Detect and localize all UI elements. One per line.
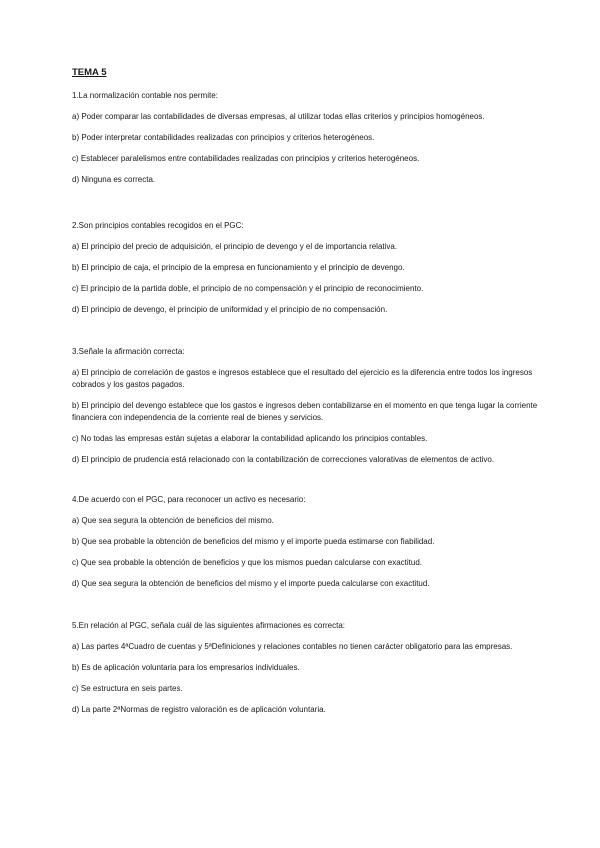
option-c: c) Se estructura en seis partes.: [72, 684, 183, 693]
option-a: a) El principio del precio de adquisición, el principio de devengo y el de importancia relativa.: [72, 242, 398, 251]
question-5: [72, 620, 542, 716]
option-b: b) El principio del devengo establece que los gastos e ingresos deben contabilizarse en el momento en que tenga lugar la corriente financiera con independencia de la corriente real de bienes y servicios.: [72, 401, 538, 422]
option-a: a) Las partes 4ªCuadro de cuentas y 5ªDefiniciones y relaciones contables no tienen carácter obligatorio para las empresas.: [72, 642, 513, 651]
question-3: [72, 346, 542, 466]
option-b: b) Es de aplicación voluntaria para los empresarios individuales.: [72, 663, 300, 672]
question-text: 5.En relación al PGC, señala cuál de las siguientes afirmaciones es correcta:: [72, 621, 346, 630]
option-a: a) Que sea segura la obtención de beneficios del mismo.: [72, 516, 274, 525]
question-text: 4.De acuerdo con el PGC, para reconocer un activo es necesario:: [72, 495, 306, 504]
option-d: d) Que sea segura la obtención de beneficios del mismo y el importe pueda calcularse con exactitud.: [72, 579, 430, 588]
question-text: 1.La normalización contable nos permite:: [72, 91, 218, 100]
option-b: b) Poder interpretar contabilidades realizadas con principios y criterios heterogéneos.: [72, 133, 375, 142]
document-page: [72, 66, 542, 726]
option-c: c) Que sea probable la obtención de beneficios y que los mismos puedan calcularse con exactitud.: [72, 558, 422, 567]
question-text: 2.Son principios contables recogidos en el PGC:: [72, 221, 244, 230]
option-d: d) Ninguna es correcta.: [72, 175, 156, 184]
option-c: c) No todas las empresas están sujetas a elaborar la contabilidad aplicando los principios contables.: [72, 434, 428, 443]
option-b: b) El principio de caja, el principio de la empresa en funcionamiento y el principio de devengo.: [72, 263, 405, 272]
question-2: [72, 220, 542, 316]
option-c: c) El principio de la partida doble, el principio de no compensación y el principio de reconocimiento.: [72, 284, 424, 293]
option-b: b) Que sea probable la obtención de beneficios del mismo y el importe pueda estimarse con fiabilidad.: [72, 537, 435, 546]
option-d: d) La parte 2ªNormas de registro valoración es de aplicación voluntaria.: [72, 705, 326, 714]
question-1: [72, 90, 542, 186]
option-a: a) Poder comparar las contabilidades de diversas empresas, al utilizar todas ellas criterios y principios homogéneos.: [72, 112, 485, 121]
option-d: d) El principio de prudencia está relacionado con la contabilización de correcciones valorativas de elementos de activo.: [72, 455, 495, 464]
option-d: d) El principio de devengo, el principio de uniformidad y el principio de no compensación.: [72, 305, 388, 314]
option-a: a) El principio de correlación de gastos e ingresos establece que el resultado del ejercicio es la diferencia entre todos los ingresos cobrados y los gastos pagados.: [72, 368, 533, 389]
option-c: c) Establecer paralelismos entre contabilidades realizadas con principios y criterios heterogéneos.: [72, 154, 420, 163]
document-title: TEMA 5: [72, 67, 107, 78]
question-4: [72, 494, 542, 590]
question-text: 3.Señale la afirmación correcta:: [72, 347, 185, 356]
